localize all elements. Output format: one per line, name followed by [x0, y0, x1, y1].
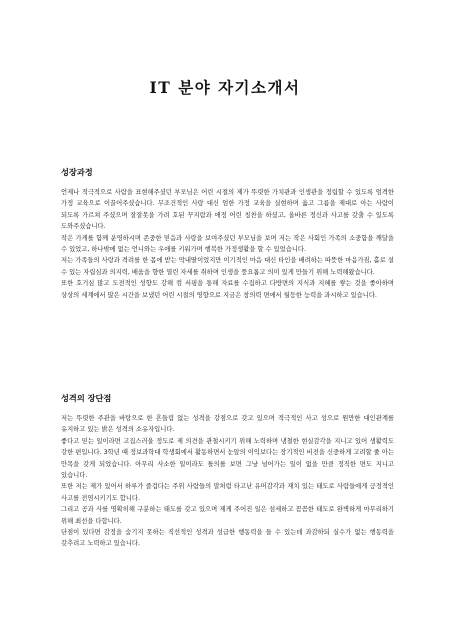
- section-heading: 성장과정: [61, 167, 93, 177]
- paragraph: 저는 뚜렷한 주관을 바탕으로 한 흔들림 없는 성격을 강점으로 갖고 있으며 적극적인 사고 성으로 원만한 대인관계를 유지하고 있는 밝은 성격의 소유자입니다.: [61, 415, 394, 434]
- paragraph: 그리고 공과 사를 명확히해 구분하는 태도를 갖고 있으며 제게 주어진 일은 섬세하고 꼼꼼한 태도로 완벽하게 마무리하기 위해 최선을 다합니다.: [61, 506, 394, 525]
- section-personality: [61, 393, 394, 550]
- paragraph: 또한 저는 제가 있어서 하루가 즐겁다는 주위 사람들의 말처럼 타고난 유머감각과 재치 있는 태도로 사람들에게 긍정적인 사고를 전염시키기도 합니다.: [61, 483, 394, 502]
- paragraph: 좋다고 믿는 일이라면 고집스러울 정도로 제 의견을 관철시키기 위해 노력하며 냉철한 현실감각을 지니고 있어 생활력도 강한 편입니다. 3학년 때 정보과학대 학생회에서 활동하면서 눈앞의 이익보다는 장기적인 비전을 신중하게 고려할 줄 아는 안목을 갖게 되었습니다. 아무리 사소한 일이라도 틀의를 보면 그냥 넘어가는 일이 없을 만큼 정직한 면도 지니고 있습니다.: [61, 437, 394, 480]
- section-heading: 성격의 장단점: [61, 393, 112, 403]
- paragraph: 언제나 적극적으로 사람을 표현해주셨던 부모님은 어린 시절의 제가 뚜렷한 가치관과 인생관을 정립할 수 있도록 엄격한 가정 교육으로 이끌어주셨습니다. 무조건적인 사랑 대신 엄한 가정 교육을 실현하며 옳고 그름을 제대로 아는 사람이 되도록 가르쳐 주셨으며 잘잘못을 가려 호된 꾸지람과 애정 어린 칭찬을 하셨고, 올바른 정신과 사고를 갖출 수 있도록 도와주셨습니다.: [61, 189, 394, 231]
- paragraph: 단점이 있다면 감정을 숨기지 못하는 직선적인 성격과 성급한 행동력을 들 수 있는데 과감하되 실수가 없는 행동력을 갖추려고 노력하고 있습니다.: [61, 529, 394, 548]
- paragraph: 작은 가게를 함께 운영하시며 존중한 믿음과 사랑을 보여주셨던 부모님을 보며 저는 작은 사회인 가족의 소중함을 깨달을 수 있었고, 하나밖에 없는 언니와는 우애를 키워가며 행복한 가정생활을 할 수 있었습니다.: [61, 234, 394, 254]
- paragraph: 저는 가족들의 사랑과 격려를 한 몸에 받는 막내딸이었지만 이기적인 마음 대신 타인을 배려하는 따뜻한 마음가짐, 홀로 설 수 있는 자립심과 의지력, 배움을 향한 열린 자세를 취하며 인생을 풍요롭고 의미 있게 만들기 위해 노력해왔습니다.: [61, 257, 394, 276]
- paragraph: 또한 호기심 많고 도전적인 성향도 강해 컴 서핑을 통해 자료를 수집하고 다방면의 지식과 지혜를 쌓는 것을 좋아하며 상상의 세계에서 많은 시간을 보냈던 어린 시절의 영향으로 지금은 창의력 면에서 월등한 능력을 과시하고 있습니다.: [61, 280, 394, 299]
- section-growth: [61, 167, 394, 301]
- document-title: IT 분야 자기소개서: [149, 78, 301, 97]
